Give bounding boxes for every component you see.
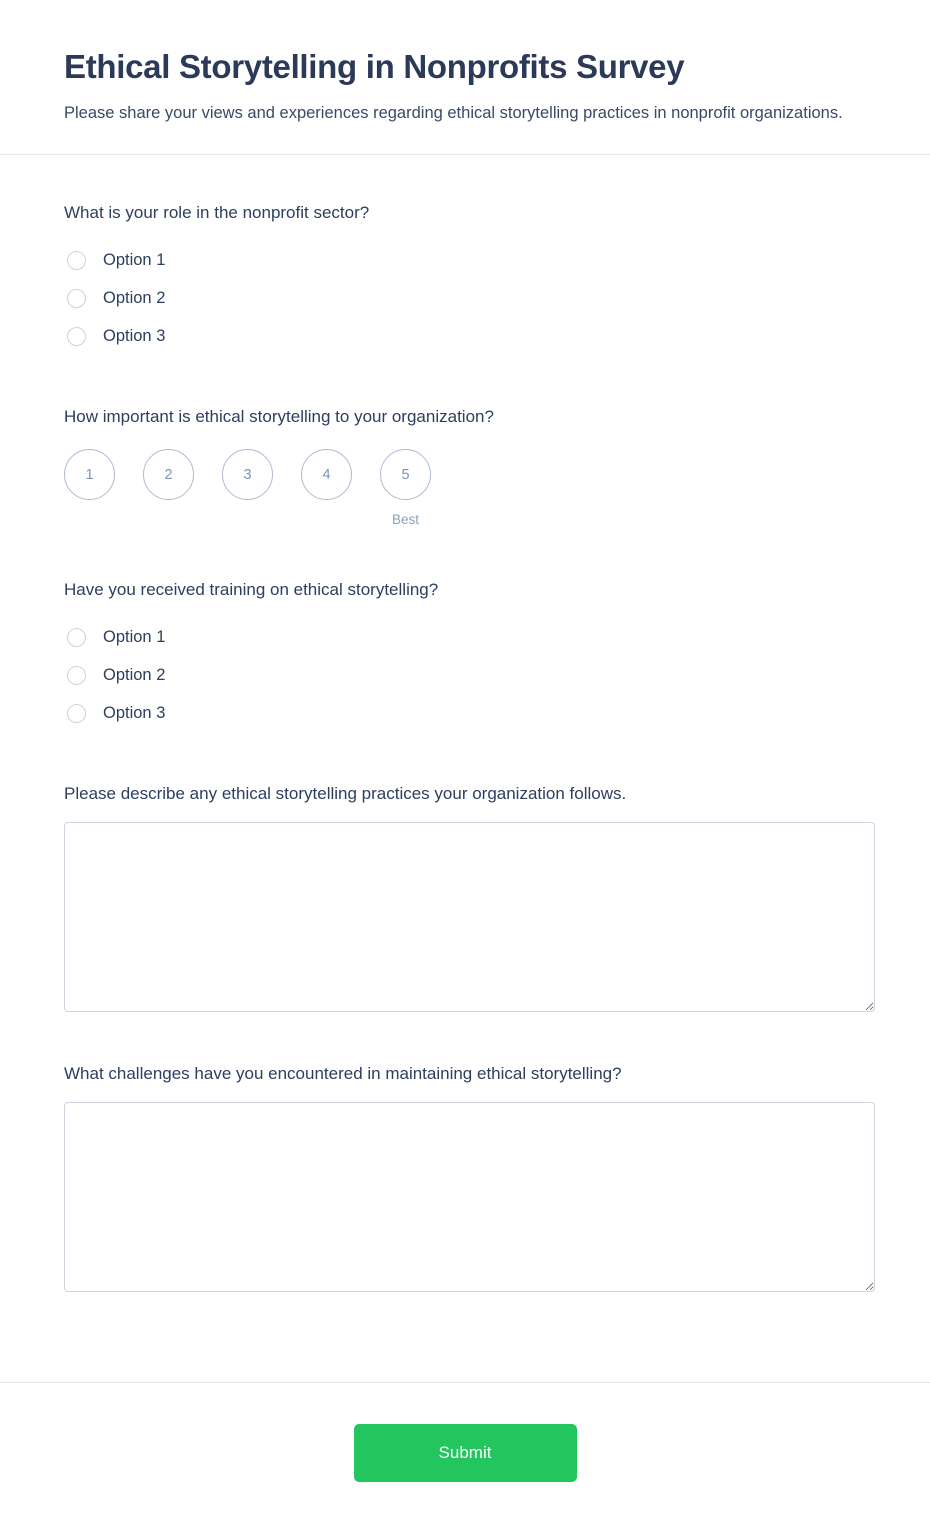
survey-footer xyxy=(0,1382,930,1527)
practices-textarea[interactable] xyxy=(64,822,875,1012)
question-block-role xyxy=(64,201,866,355)
survey-questions xyxy=(0,155,930,1354)
rating-circle[interactable]: 3 xyxy=(222,449,273,500)
radio-option[interactable] xyxy=(64,317,866,355)
rating-scale xyxy=(64,449,866,528)
radio-option[interactable] xyxy=(64,241,866,279)
rating-option-5[interactable] xyxy=(380,449,431,528)
rating-option-1[interactable] xyxy=(64,449,115,528)
radio-option[interactable] xyxy=(64,279,866,317)
rating-circle[interactable]: 1 xyxy=(64,449,115,500)
submit-button[interactable]: Submit xyxy=(354,1424,577,1482)
question-label: Have you received training on ethical storytelling? xyxy=(64,580,439,599)
question-block-importance xyxy=(64,405,866,528)
radio-option-label: Option 3 xyxy=(103,704,166,722)
radio-option-label: Option 2 xyxy=(103,289,166,307)
radio-circle-icon[interactable] xyxy=(67,327,86,346)
question-block-challenges xyxy=(64,1062,866,1292)
rating-circle[interactable]: 4 xyxy=(301,449,352,500)
question-block-training xyxy=(64,578,866,732)
challenges-textarea[interactable] xyxy=(64,1102,875,1292)
question-label: Please describe any ethical storytelling practices your organization follows. xyxy=(64,784,627,803)
rating-option-4[interactable] xyxy=(301,449,352,528)
radio-group-role xyxy=(64,241,866,355)
question-label: What challenges have you encountered in maintaining ethical storytelling? xyxy=(64,1064,622,1083)
rating-circle[interactable]: 5 xyxy=(380,449,431,500)
rating-option-3[interactable] xyxy=(222,449,273,528)
radio-circle-icon[interactable] xyxy=(67,251,86,270)
question-label: What is your role in the nonprofit sector? xyxy=(64,203,370,222)
radio-option[interactable] xyxy=(64,694,866,732)
radio-circle-icon[interactable] xyxy=(67,628,86,647)
radio-group-training xyxy=(64,618,866,732)
radio-option-label: Option 2 xyxy=(103,666,166,684)
radio-circle-icon[interactable] xyxy=(67,289,86,308)
survey-header xyxy=(0,0,930,155)
radio-option[interactable] xyxy=(64,656,866,694)
rating-row xyxy=(64,449,866,528)
radio-option-label: Option 3 xyxy=(103,327,166,345)
radio-option-label: Option 1 xyxy=(103,628,166,646)
question-block-practices xyxy=(64,782,866,1012)
question-label: How important is ethical storytelling to your organization? xyxy=(64,407,494,426)
radio-option[interactable] xyxy=(64,618,866,656)
radio-circle-icon[interactable] xyxy=(67,666,86,685)
radio-option-label: Option 1 xyxy=(103,251,166,269)
rating-caption-best: Best xyxy=(391,512,419,527)
page-title: Ethical Storytelling in Nonprofits Survey xyxy=(64,48,685,85)
rating-option-2[interactable] xyxy=(143,449,194,528)
rating-circle[interactable]: 2 xyxy=(143,449,194,500)
radio-circle-icon[interactable] xyxy=(67,704,86,723)
page-subtitle: Please share your views and experiences regarding ethical storytelling practices in nonprofit organizations. xyxy=(64,104,843,122)
